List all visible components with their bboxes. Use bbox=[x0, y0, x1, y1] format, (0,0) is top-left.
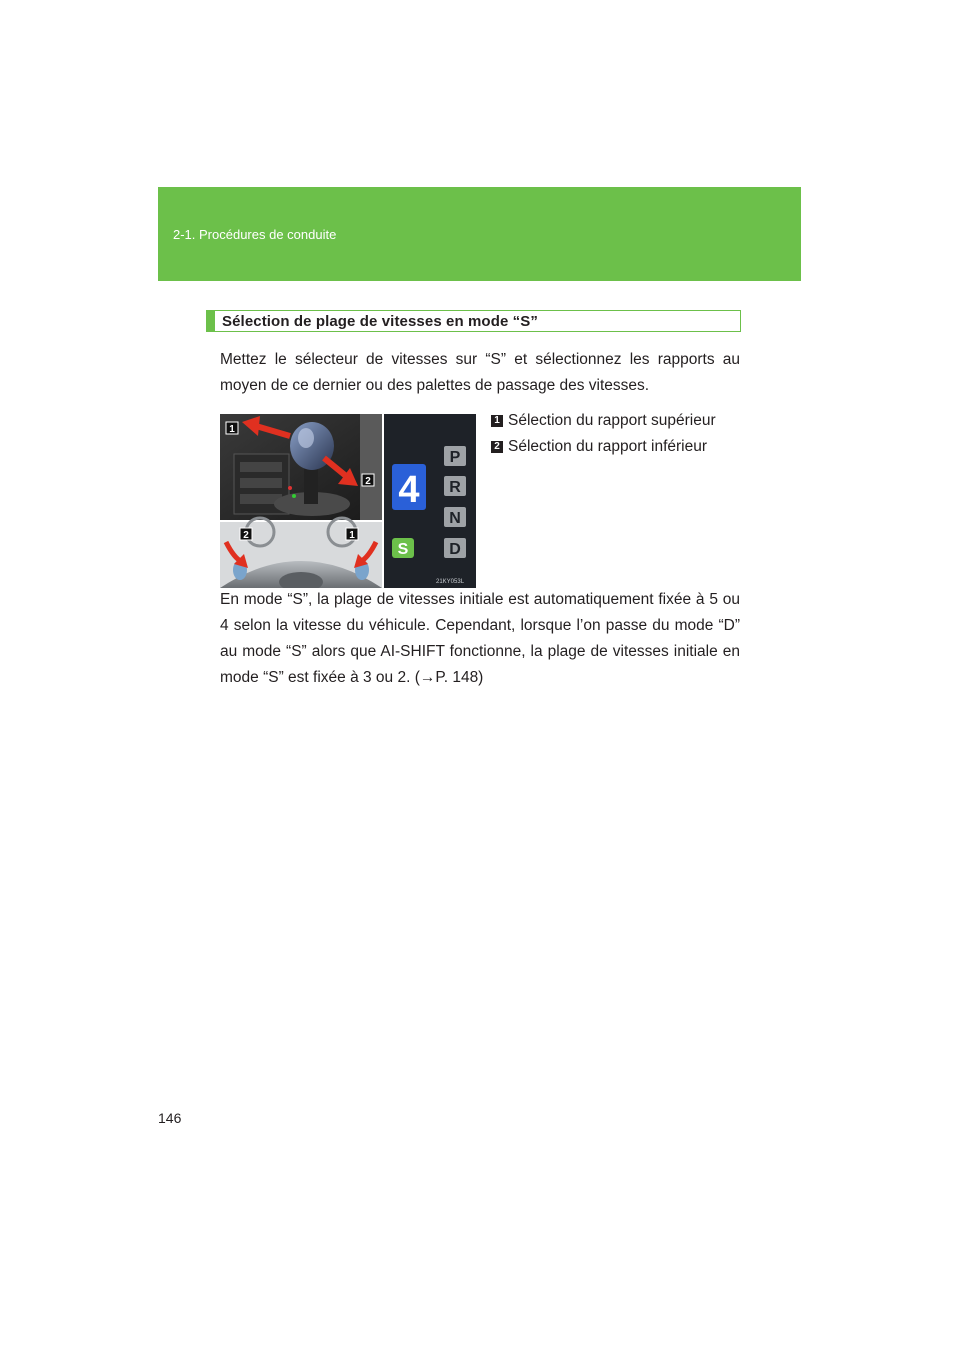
shifter-photo bbox=[220, 414, 382, 520]
mode-s-indicator: S bbox=[397, 541, 409, 558]
section-title: Sélection de plage de vitesses en mode “S” bbox=[222, 312, 538, 330]
body-paragraph: En mode “S”, la plage de vitesses initiale est automatiquement fixée à 5 ou 4 selon la vitesse du véhicule. Cependant, lorsque l’on passe du mode “D” au mode “S” alors que AI-SHIFT fonctionne, la plage de vitesses initiale en mode “S” est fixée à 3 ou 2. (→P. 148) bbox=[220, 591, 740, 686]
legend-label: Sélection du rapport supérieur bbox=[508, 412, 716, 429]
callout-label: 2 bbox=[365, 476, 371, 487]
chapter-header bbox=[158, 187, 801, 281]
indicator-n: N bbox=[449, 510, 461, 527]
indicator-r: R bbox=[449, 479, 461, 496]
indicator-p: P bbox=[449, 449, 461, 466]
figure-legend bbox=[491, 408, 751, 460]
legend-number: 1 bbox=[491, 415, 503, 427]
paddle-photo bbox=[220, 518, 382, 588]
heading-accent-bar bbox=[207, 311, 215, 331]
legend-label: Sélection du rapport inférieur bbox=[508, 438, 708, 455]
shift-illustration bbox=[220, 414, 476, 588]
legend-item-downshift bbox=[491, 434, 751, 460]
legend-number: 2 bbox=[491, 441, 503, 453]
legend-item-upshift bbox=[491, 408, 751, 434]
gear-number: 4 bbox=[398, 469, 420, 511]
callout-label: 1 bbox=[229, 424, 235, 435]
figure-code: 21KY053L bbox=[436, 579, 465, 585]
callout-label: 1 bbox=[349, 530, 355, 541]
page-number: 146 bbox=[158, 1110, 182, 1126]
section-heading bbox=[206, 310, 741, 332]
chapter-title: 2-1. Procédures de conduite bbox=[173, 227, 337, 242]
indicator-d: D bbox=[449, 541, 461, 558]
callout-label: 2 bbox=[243, 530, 249, 541]
intro-paragraph: Mettez le sélecteur de vitesses sur “S” et sélectionnez les rapports au moyen de ce dernier ou des palettes de passage des vitesses. bbox=[220, 351, 740, 394]
gear-indicator-panel bbox=[384, 414, 476, 588]
